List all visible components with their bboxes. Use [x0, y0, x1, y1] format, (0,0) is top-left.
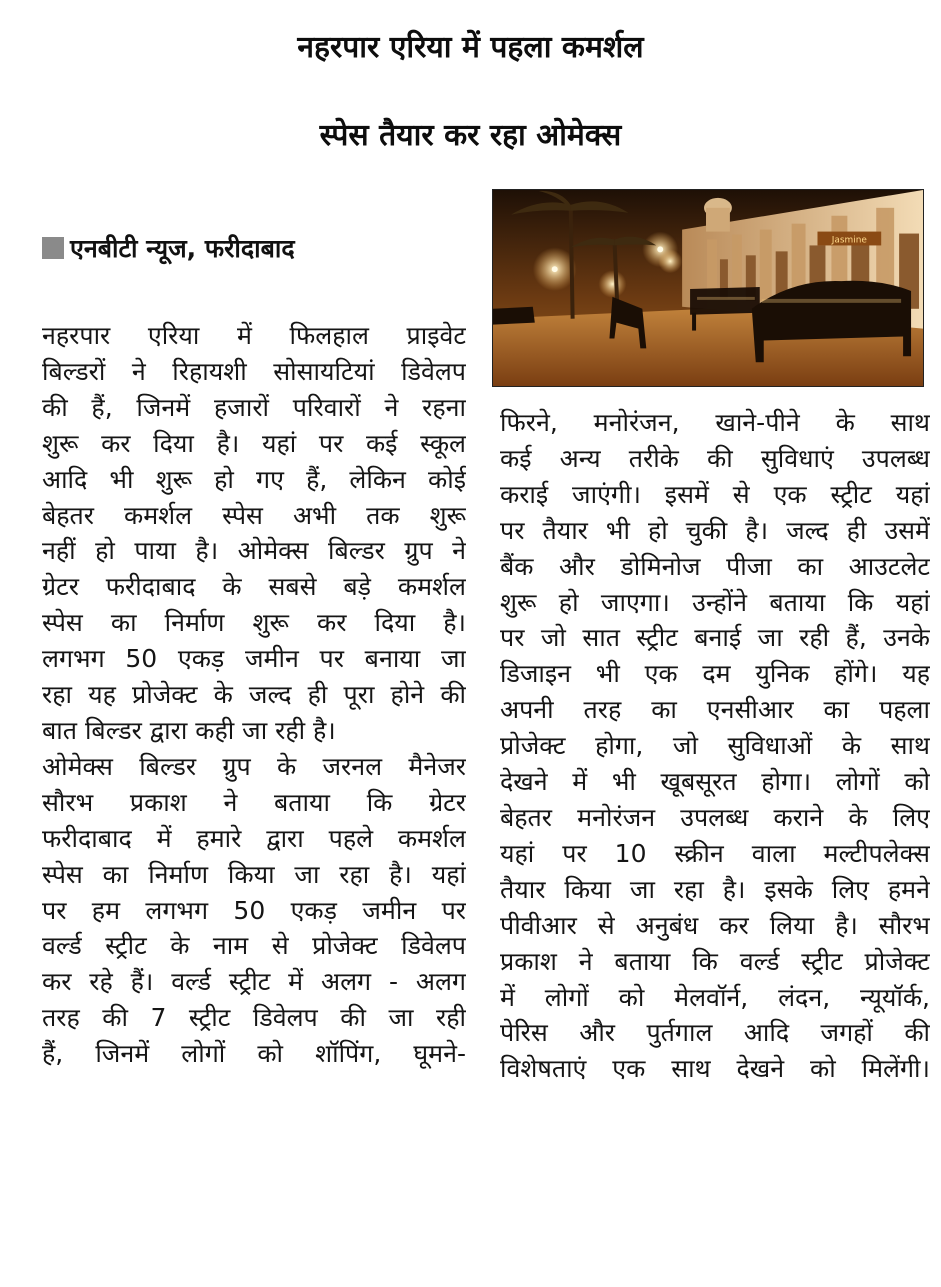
paragraph-line: सौरभ प्रकाश ने बताया कि ग्रेटर	[42, 787, 466, 817]
paragraph-line: रहा यह प्रोजेक्ट के जल्द ही पूरा होने की	[42, 680, 466, 710]
paragraph-line: स्पेस का निर्माण किया जा रहा है। यहां	[42, 859, 466, 889]
article-column-right	[500, 405, 930, 1087]
paragraph-line: नहीं हो पाया है। ओमेक्स बिल्डर ग्रुप ने	[42, 536, 466, 566]
byline	[42, 230, 295, 266]
paragraph-line: पेरिस और पुर्तगाल आदि जगहों की	[500, 1018, 930, 1048]
night-street-photo	[493, 190, 923, 386]
paragraph-line: बेहतर मनोरंजन उपलब्ध कराने के लिए	[500, 802, 930, 832]
paragraph-line: वर्ल्ड स्ट्रीट के नाम से प्रोजेक्ट डिवेलप	[42, 931, 466, 961]
paragraph-line: प्रोजेक्ट होगा, जो सुविधाओं के साथ	[500, 731, 930, 761]
paragraph-line: देखने में भी खूबसूरत होगा। लोगों को	[500, 767, 930, 797]
byline-square-icon	[42, 237, 64, 259]
paragraph-line: हैं, जिनमें लोगों को शॉपिंग, घूमने-	[42, 1039, 466, 1069]
headline	[0, 4, 941, 180]
paragraph-line: ग्रेटर फरीदाबाद के सबसे बड़े कमर्शल	[42, 572, 466, 602]
paragraph-line: ओमेक्स बिल्डर ग्रुप के जरनल मैनेजर	[42, 751, 466, 781]
paragraph-line: नहरपार एरिया में फिलहाल प्राइवेट	[42, 321, 466, 350]
paragraph-line: स्पेस का निर्माण शुरू कर दिया है।	[42, 608, 466, 638]
paragraph-line: कर रहे हैं। वर्ल्ड स्ट्रीट में अलग - अलग	[42, 967, 466, 997]
paragraph-line: शुरू हो जाएगा। उन्होंने बताया कि यहां	[500, 587, 930, 617]
headline-line-2: स्पेस तैयार कर रहा ओमेक्स	[319, 118, 622, 153]
paragraph-line: अपनी तरह का एनसीआर का पहला	[500, 695, 930, 725]
paragraph-line: बिल्डरों ने रिहायशी सोसायटियां डिवेलप	[42, 356, 466, 386]
paragraph-line: पर तैयार भी हो चुकी है। जल्द ही उसमें	[500, 515, 930, 545]
paragraph-line: लगभग 50 एकड़ जमीन पर बनाया जा	[42, 644, 466, 674]
article-photo	[492, 189, 924, 387]
paragraph-line: पीवीआर से अनुबंध कर लिया है। सौरभ	[500, 910, 930, 940]
paragraph-line: कराई जाएंगी। इसमें से एक स्ट्रीट यहां	[500, 479, 930, 509]
paragraph-line: प्रकाश ने बताया कि वर्ल्ड स्ट्रीट प्रोजेक्ट	[500, 946, 930, 976]
headline-line-1: नहरपार एरिया में पहला कमर्शल	[297, 30, 644, 65]
shop-sign-text: Jasmine	[831, 235, 867, 246]
paragraph-line: डिजाइन भी एक दम युनिक होंगे। यह	[500, 659, 930, 689]
paragraph-line: पर जो सात स्ट्रीट बनाई जा रही हैं, उनके	[500, 623, 930, 653]
paragraph-line: तैयार किया जा रहा है। इसके लिए हमने	[500, 874, 930, 904]
paragraph-line: फिरने, मनोरंजन, खाने-पीने के साथ	[500, 408, 930, 437]
paragraph-line: में लोगों को मेलवॉर्न, लंदन, न्यूयॉर्क,	[500, 982, 930, 1012]
article-column-left	[42, 318, 466, 1072]
paragraph-line: पर हम लगभग 50 एकड़ जमीन पर	[42, 895, 466, 925]
paragraph-line: बेहतर कमर्शल स्पेस अभी तक शुरू	[42, 500, 466, 530]
paragraph-line: फरीदाबाद में हमारे द्वारा पहले कमर्शल	[42, 823, 466, 853]
paragraph-line: शुरू कर दिया है। यहां पर कई स्कूल	[42, 428, 466, 458]
paragraph-line: आदि भी शुरू हो गए हैं, लेकिन कोई	[42, 464, 466, 494]
paragraph-line: विशेषताएं एक साथ देखने को मिलेंगी।	[500, 1054, 930, 1084]
paragraph-line: तरह की 7 स्ट्रीट डिवेलप की जा रही	[42, 1003, 466, 1033]
paragraph-line: यहां पर 10 स्क्रीन वाला मल्टीपलेक्स	[500, 838, 930, 868]
paragraph-line: की हैं, जिनमें हजारों परिवारों ने रहना	[42, 392, 466, 422]
byline-text: एनबीटी न्यूज, फरीदाबाद	[70, 234, 295, 263]
paragraph-line: कई अन्य तरीके की सुविधाएं उपलब्ध	[500, 443, 930, 473]
paragraph-line: बात बिल्डर द्वारा कही जा रही है।	[42, 715, 336, 745]
paragraph-line: बैंक और डोमिनोज पीजा का आउटलेट	[500, 551, 930, 581]
